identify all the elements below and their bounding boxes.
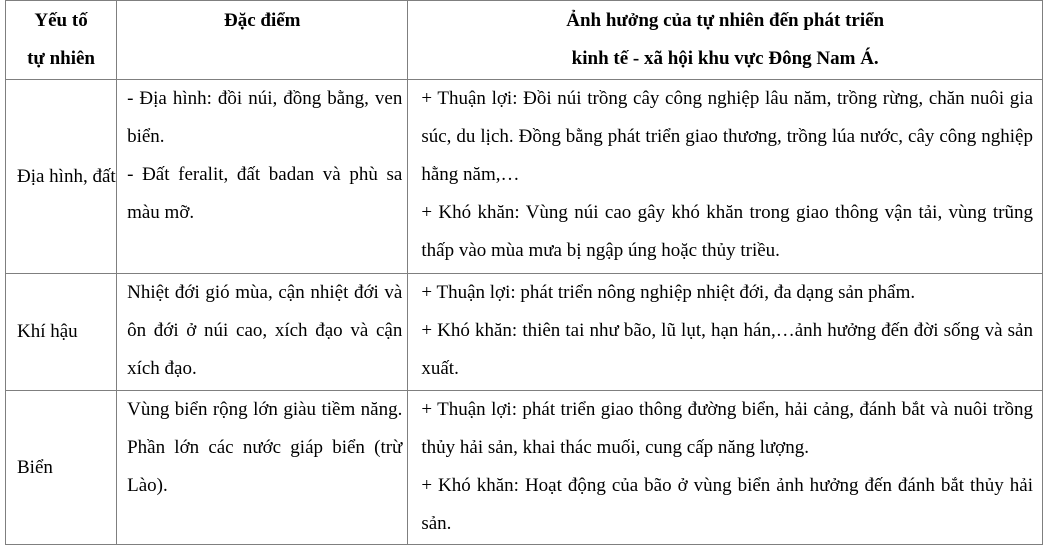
effect-cell xyxy=(408,80,1043,274)
table-header-row xyxy=(6,1,1043,80)
effect-advantage: + Thuận lợi: phát triển nông nghiệp nhiệt đới, đa dạng sản phẩm. xyxy=(421,282,916,303)
effect-advantage: + Thuận lợi: phát triển giao thông đường biển, hải cảng, đánh bắt và nuôi trồng thủy hải sản, khai thác muối, cung cấp năng lượng. xyxy=(421,399,1033,458)
effect-cell xyxy=(408,391,1043,545)
header-effect xyxy=(408,1,1043,80)
feature-cell xyxy=(117,391,408,545)
header-factor-line-2: tự nhiên xyxy=(27,48,95,69)
table-row xyxy=(6,80,1043,274)
feature-text: - Địa hình: đồi núi, đồng bằng, ven biển. xyxy=(127,88,403,147)
feature-text: Nhiệt đới gió mùa, cận nhiệt đới và ôn đới ở núi cao, xích đạo và cận xích đạo. xyxy=(127,282,403,379)
feature-cell xyxy=(117,274,408,391)
feature-text: - Đất feralit, đất badan và phù sa màu mỡ. xyxy=(127,164,403,223)
header-effect-line-1: Ảnh hưởng của tự nhiên đến phát triển xyxy=(566,10,885,31)
header-factor xyxy=(6,1,117,80)
table-row xyxy=(6,274,1043,391)
factor-cell: Địa hình, đất xyxy=(6,80,117,274)
feature-cell xyxy=(117,80,408,274)
feature-text: Vùng biển rộng lớn giàu tiềm năng. Phần lớn các nước giáp biển (trừ Lào). xyxy=(127,399,403,496)
effect-cell xyxy=(408,274,1043,391)
natural-factors-table xyxy=(5,0,1043,545)
factor-cell: Khí hậu xyxy=(6,274,117,391)
header-effect-line-2: kinh tế - xã hội khu vực Đông Nam Á. xyxy=(571,48,879,69)
effect-difficulty: + Khó khăn: thiên tai như bão, lũ lụt, hạn hán,…ảnh hưởng đến đời sống và sản xuất. xyxy=(421,320,1033,379)
header-feature: Đặc điểm xyxy=(117,1,408,80)
effect-difficulty: + Khó khăn: Vùng núi cao gây khó khăn trong giao thông vận tải, vùng trũng thấp vào mùa mưa bị ngập úng hoặc thủy triều. xyxy=(421,202,1033,261)
header-factor-line-1: Yếu tố xyxy=(34,10,88,31)
effect-advantage: + Thuận lợi: Đồi núi trồng cây công nghiệp lâu năm, trồng rừng, chăn nuôi gia súc, du lịch. Đồng bằng phát triển giao thương, trồng lúa nước, cây công nghiệp hằng năm,… xyxy=(421,88,1033,185)
table-row xyxy=(6,391,1043,545)
factor-cell: Biển xyxy=(6,391,117,545)
effect-difficulty: + Khó khăn: Hoạt động của bão ở vùng biển ảnh hưởng đến đánh bắt thủy hải sản. xyxy=(421,475,1033,534)
